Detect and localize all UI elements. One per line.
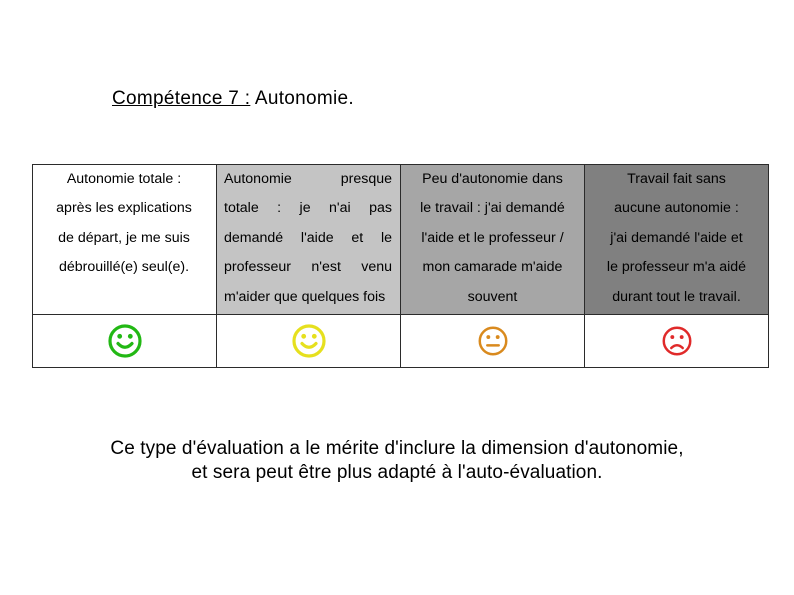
happy-face-icon <box>108 324 142 358</box>
description-line: Peu d'autonomie dans <box>422 171 563 187</box>
description-line: de départ, je me suis <box>58 229 190 246</box>
description-line: demandé l'aide et le <box>224 229 392 246</box>
caption-line: et sera peut être plus adapté à l'auto-évaluation. <box>191 462 603 483</box>
smiley-cell <box>585 315 769 368</box>
competence-label: Compétence 7 : <box>112 88 251 109</box>
description-row <box>33 165 769 315</box>
caption-line: Ce type d'évaluation a le mérite d'inclure la dimension d'autonomie, <box>110 438 684 459</box>
description-line: m'aider que quelques fois <box>224 288 386 305</box>
description-line: débrouillé(e) seul(e). <box>58 259 190 276</box>
description-line: j'ai demandé l'aide et <box>610 229 743 246</box>
happy-face-icon <box>292 324 326 358</box>
caption <box>0 437 794 485</box>
description-line: l'aide et le professeur / <box>421 229 564 246</box>
smiley-cell <box>401 315 585 368</box>
level-cell-total <box>33 165 217 315</box>
smiley-cell <box>217 315 401 368</box>
description-line: après les explications <box>56 200 192 217</box>
description-line: durant tout le travail. <box>612 288 741 305</box>
sad-face-icon <box>662 326 692 356</box>
neutral-face-icon <box>478 326 508 356</box>
description-line: le professeur m'a aidé <box>606 259 747 276</box>
description-line: Travail fait sans <box>627 171 726 187</box>
level-cell-peu <box>401 165 585 315</box>
level-cell-presque-totale <box>217 165 401 315</box>
smiley-row <box>33 315 769 368</box>
description-line: mon camarade m'aide <box>422 259 563 276</box>
evaluation-grid <box>32 164 769 368</box>
description-line: le travail : j'ai demandé <box>420 200 565 217</box>
smiley-cell <box>33 315 217 368</box>
competence-value: Autonomie. <box>250 88 354 109</box>
page-title <box>112 88 354 110</box>
description-line: Autonomie totale : <box>66 171 182 187</box>
description-line: souvent <box>467 288 518 305</box>
level-cell-aucune <box>585 165 769 315</box>
description-line: professeur n'est venu <box>224 259 392 276</box>
description-line: Autonomie presque <box>224 171 392 187</box>
description-line: aucune autonomie : <box>614 200 739 217</box>
description-line: totale : je n'ai pas <box>224 200 392 217</box>
